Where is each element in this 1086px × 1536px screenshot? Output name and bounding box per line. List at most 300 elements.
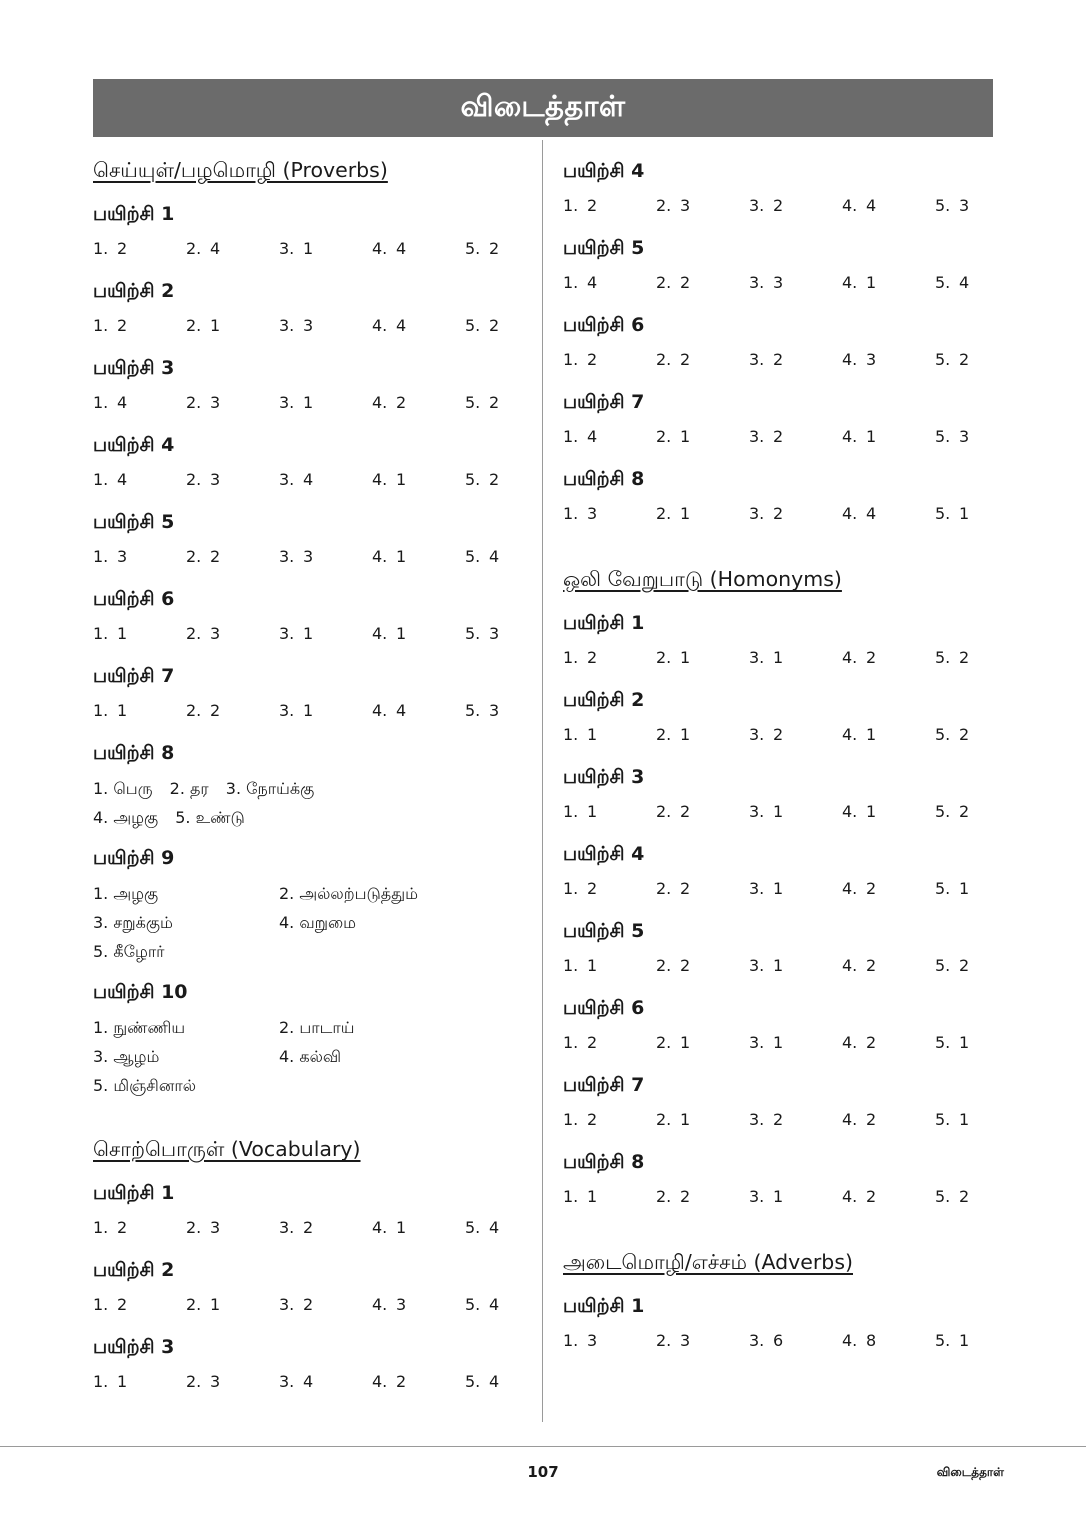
answer-value: 2: [587, 195, 598, 215]
answer-item: [749, 1033, 842, 1052]
answer-value: 2: [680, 955, 691, 975]
question-number: 1.: [93, 623, 109, 643]
question-number: 4.: [842, 724, 858, 744]
question-number: 1.: [563, 503, 579, 523]
question-number: 3.: [279, 700, 295, 720]
question-number: 2.: [186, 315, 202, 335]
answer-item: [656, 648, 749, 667]
answer-value: 4: [587, 426, 598, 446]
exercise-block: [93, 659, 523, 727]
answer-item: [465, 1372, 499, 1391]
exercise-title: பயிற்சி 6: [563, 997, 645, 1019]
answer-item: [563, 956, 656, 975]
question-number: 4.: [842, 503, 858, 523]
answer-item: [372, 624, 465, 643]
exercise-block: [93, 841, 523, 966]
question-number: 2.: [186, 700, 202, 720]
answer-item: [563, 1331, 656, 1350]
exercise-block: [93, 274, 523, 342]
question-number: 1.: [563, 349, 579, 369]
question-number: 1.: [563, 801, 579, 821]
question-number: 4.: [842, 1109, 858, 1129]
exercise-block: [563, 837, 993, 905]
answer-item: [935, 648, 969, 667]
question-number: 4.: [372, 469, 388, 489]
exercise-title: பயிற்சி 5: [93, 511, 175, 533]
question-number: 2.: [656, 349, 672, 369]
answer-value: 2: [587, 878, 598, 898]
answer-item: 5. உண்டு: [175, 808, 245, 827]
answer-value: 3: [210, 392, 221, 412]
question-number: 1.: [93, 392, 109, 412]
section-spacer: [563, 1222, 993, 1250]
question-number: 5.: [935, 195, 951, 215]
answer-item: [656, 956, 749, 975]
answer-value: 2: [866, 1109, 877, 1129]
question-number: 4.: [842, 955, 858, 975]
answer-item: [465, 547, 499, 566]
question-number: 3.: [749, 1109, 765, 1129]
exercise-title: பயிற்சி 3: [563, 766, 645, 788]
answer-item: [656, 725, 749, 744]
question-number: 1.: [93, 1217, 109, 1237]
answer-item: [749, 802, 842, 821]
question-number: 1.: [563, 272, 579, 292]
exercise-title: பயிற்சி 2: [93, 1259, 175, 1281]
answer-value: 2: [396, 392, 407, 412]
answer-item: [935, 273, 969, 292]
answer-value: 1: [303, 700, 314, 720]
answer-item: [372, 547, 465, 566]
answer-item: [279, 547, 372, 566]
answer-value: 3: [489, 623, 500, 643]
question-number: 2.: [186, 623, 202, 643]
answer-value: 1: [396, 469, 407, 489]
answer-value: 1: [587, 801, 598, 821]
answer-value: 4: [303, 469, 314, 489]
question-number: 5.: [465, 623, 481, 643]
answer-item: [842, 725, 935, 744]
answer-item: [279, 1372, 372, 1391]
question-number: 5.: [465, 392, 481, 412]
answer-value: 2: [959, 724, 970, 744]
answer-value: 1: [303, 623, 314, 643]
question-number: 2.: [186, 238, 202, 258]
answer-item: [465, 624, 499, 643]
answer-item: [935, 802, 969, 821]
answer-row: [563, 794, 993, 828]
question-number: 4.: [842, 349, 858, 369]
answer-grid: [93, 1013, 523, 1100]
section-spacer: [93, 1109, 523, 1137]
column-divider: [542, 140, 543, 1422]
answer-value: 2: [117, 1294, 128, 1314]
answer-item: [935, 879, 969, 898]
answer-value: 3: [210, 1371, 221, 1391]
answer-value: 2: [489, 392, 500, 412]
question-number: 5.: [465, 315, 481, 335]
answer-item: [563, 1110, 656, 1129]
answer-value: 1: [866, 801, 877, 821]
answer-item: [842, 427, 935, 446]
question-number: 5.: [465, 1294, 481, 1314]
question-number: 4.: [372, 1371, 388, 1391]
question-number: 1.: [93, 1294, 109, 1314]
exercise-title: பயிற்சி 7: [93, 665, 175, 687]
answer-value: 1: [396, 623, 407, 643]
question-number: 5.: [465, 1217, 481, 1237]
answer-value: 1: [773, 1032, 784, 1052]
answer-value: 1: [866, 272, 877, 292]
answer-value: 2: [587, 349, 598, 369]
question-number: 1.: [93, 315, 109, 335]
answer-value: 2: [680, 878, 691, 898]
question-number: 2.: [186, 1371, 202, 1391]
exercise-block: [563, 991, 993, 1059]
answer-value: 4: [117, 392, 128, 412]
exercise-title: பயிற்சி 2: [93, 280, 175, 302]
question-number: 2.: [656, 955, 672, 975]
answer-item: [93, 701, 186, 720]
exercise-title: பயிற்சி 4: [93, 434, 175, 456]
answer-value: 1: [303, 238, 314, 258]
answer-item: [563, 802, 656, 821]
page-banner: [93, 79, 993, 137]
exercise-block: [563, 1068, 993, 1136]
answer-item: [656, 350, 749, 369]
answer-value: 4: [866, 195, 877, 215]
answer-item: [563, 427, 656, 446]
answer-item: [563, 725, 656, 744]
answer-item: [749, 1187, 842, 1206]
question-number: 1.: [563, 426, 579, 446]
answer-value: 1: [210, 315, 221, 335]
page-number: 107: [527, 1463, 559, 1481]
answer-row: [93, 462, 523, 496]
answer-item: [465, 316, 499, 335]
question-number: 5.: [465, 546, 481, 566]
answer-value: 4: [866, 503, 877, 523]
answer-value: 2: [587, 1109, 598, 1129]
answer-item: [656, 273, 749, 292]
answer-value: 2: [773, 426, 784, 446]
answer-value: 2: [117, 1217, 128, 1237]
exercise-block: [563, 606, 993, 674]
question-number: 3.: [279, 1294, 295, 1314]
exercise-block: [93, 736, 523, 832]
answer-value: 2: [959, 955, 970, 975]
answer-value: 3: [210, 623, 221, 643]
answer-item: [372, 1372, 465, 1391]
answer-value: 1: [773, 647, 784, 667]
answer-value: 2: [866, 647, 877, 667]
question-number: 2.: [656, 426, 672, 446]
answer-item: 2. பாடாய்: [279, 1018, 355, 1037]
answer-value: 2: [959, 801, 970, 821]
answer-value: 3: [773, 272, 784, 292]
answer-value: 4: [959, 272, 970, 292]
question-number: 3.: [279, 469, 295, 489]
answer-item: [465, 1218, 499, 1237]
exercise-title: பயிற்சி 3: [93, 1336, 175, 1358]
answer-item: [372, 393, 465, 412]
answer-item: [656, 802, 749, 821]
answer-item: [372, 470, 465, 489]
left-column: [93, 158, 523, 1407]
exercise-title: பயிற்சி 7: [563, 391, 645, 413]
answer-row: [93, 231, 523, 265]
answer-item: [842, 1110, 935, 1129]
answer-item: [842, 350, 935, 369]
answer-item: [656, 1110, 749, 1129]
exercise-block: [93, 197, 523, 265]
answer-item: [842, 956, 935, 975]
answer-value: 3: [587, 503, 598, 523]
question-number: 2.: [656, 1032, 672, 1052]
exercise-block: [93, 1176, 523, 1244]
question-number: 1.: [563, 195, 579, 215]
exercise-block: [93, 351, 523, 419]
answer-item: [93, 1218, 186, 1237]
question-number: 3.: [749, 272, 765, 292]
answer-item: [656, 1187, 749, 1206]
answer-value: 1: [773, 955, 784, 975]
question-number: 3.: [749, 503, 765, 523]
question-number: 2.: [186, 1217, 202, 1237]
answer-value: 4: [396, 238, 407, 258]
answer-value: 3: [680, 1330, 691, 1350]
answer-item: [656, 1331, 749, 1350]
answer-value: 1: [303, 392, 314, 412]
banner-title: விடைத்தாள்: [460, 89, 626, 123]
question-number: 3.: [749, 647, 765, 667]
question-number: 5.: [935, 1109, 951, 1129]
answer-value: 4: [117, 469, 128, 489]
answer-value: 1: [680, 426, 691, 446]
section-title-proverbs: செய்யுள்/பழமொழி (Proverbs): [93, 158, 388, 182]
exercise-title: பயிற்சி 4: [563, 160, 645, 182]
answer-value: 8: [866, 1330, 877, 1350]
answer-value: 2: [117, 315, 128, 335]
answer-row: [563, 871, 993, 905]
question-number: 2.: [656, 878, 672, 898]
question-number: 5.: [465, 238, 481, 258]
answer-value: 4: [489, 546, 500, 566]
exercise-title: பயிற்சி 8: [563, 468, 645, 490]
answer-value: 1: [773, 801, 784, 821]
answer-value: 4: [489, 1294, 500, 1314]
running-footer-title: விடைத்தாள்: [936, 1465, 1004, 1479]
answer-value: 1: [959, 878, 970, 898]
question-number: 3.: [279, 238, 295, 258]
answer-value: 4: [587, 272, 598, 292]
question-number: 3.: [279, 315, 295, 335]
question-number: 5.: [935, 1186, 951, 1206]
question-number: 1.: [93, 700, 109, 720]
section-title-adverbs: அடைமொழி/எச்சம் (Adverbs): [563, 1250, 853, 1274]
answer-item: [842, 504, 935, 523]
answer-value: 1: [210, 1294, 221, 1314]
answer-item: 3. ஆழம்: [93, 1047, 160, 1066]
answer-value: 2: [773, 1109, 784, 1129]
exercise-title: பயிற்சி 1: [563, 612, 645, 634]
answer-item: [372, 1218, 465, 1237]
answer-item: 5. மிஞ்சினால்: [93, 1076, 196, 1095]
question-number: 3.: [279, 392, 295, 412]
answer-item: [935, 1110, 969, 1129]
answer-item: [279, 701, 372, 720]
answer-row: [563, 419, 993, 453]
exercise-block: [563, 462, 993, 530]
answer-value: 1: [866, 724, 877, 744]
answer-value: 1: [117, 623, 128, 643]
answer-item: [279, 1295, 372, 1314]
question-number: 5.: [465, 1371, 481, 1391]
question-number: 4.: [372, 623, 388, 643]
exercise-title: பயிற்சி 9: [93, 847, 175, 869]
question-number: 1.: [563, 1330, 579, 1350]
answer-item: [842, 802, 935, 821]
question-number: 5.: [935, 878, 951, 898]
question-number: 2.: [186, 1294, 202, 1314]
answer-line: [93, 803, 523, 832]
answer-value: 4: [396, 700, 407, 720]
exercise-title: பயிற்சி 2: [563, 689, 645, 711]
question-number: 5.: [935, 426, 951, 446]
answer-value: 2: [489, 238, 500, 258]
vocabulary-continued-exercises: [563, 154, 993, 530]
question-number: 5.: [465, 700, 481, 720]
answer-value: 2: [303, 1294, 314, 1314]
answer-value: 2: [959, 1186, 970, 1206]
section-title-homonyms: ஒலி வேறுபாடு (Homonyms): [563, 567, 842, 591]
answer-value: 1: [866, 426, 877, 446]
answer-item: 1. நுண்ணிய: [93, 1018, 186, 1037]
answer-item: [372, 316, 465, 335]
exercise-title: பயிற்சி 8: [563, 1151, 645, 1173]
answer-value: 1: [587, 724, 598, 744]
answer-item: [279, 316, 372, 335]
question-number: 3.: [749, 1032, 765, 1052]
answer-value: 1: [680, 1032, 691, 1052]
answer-item: [186, 470, 279, 489]
answer-item: 3. நோய்க்கு: [225, 779, 315, 798]
answer-item: [93, 1372, 186, 1391]
question-number: 1.: [93, 469, 109, 489]
question-number: 1.: [93, 238, 109, 258]
answer-row: [563, 1102, 993, 1136]
answer-item: [563, 1033, 656, 1052]
answer-value: 2: [866, 878, 877, 898]
section-title-vocabulary: சொற்பொருள் (Vocabulary): [93, 1137, 361, 1161]
question-number: 4.: [842, 1032, 858, 1052]
answer-value: 2: [959, 349, 970, 369]
question-number: 5.: [935, 647, 951, 667]
exercise-title: பயிற்சி 10: [93, 981, 188, 1003]
answer-item: 1. அழகு: [93, 884, 159, 903]
question-number: 5.: [935, 272, 951, 292]
answer-row: [563, 1025, 993, 1059]
answer-row: [93, 539, 523, 573]
answer-item: [186, 1218, 279, 1237]
answer-item: [842, 1331, 935, 1350]
exercise-block: [563, 1289, 993, 1357]
answer-value: 3: [396, 1294, 407, 1314]
answer-row: [93, 385, 523, 419]
question-number: 3.: [749, 1186, 765, 1206]
answer-item: [749, 648, 842, 667]
question-number: 5.: [935, 1032, 951, 1052]
answer-item: [842, 648, 935, 667]
question-number: 2.: [656, 195, 672, 215]
answer-row: [563, 496, 993, 530]
answer-item: [749, 725, 842, 744]
question-number: 5.: [935, 503, 951, 523]
answer-value: 1: [773, 878, 784, 898]
question-number: 4.: [372, 238, 388, 258]
answer-item: [749, 504, 842, 523]
answer-item: [563, 273, 656, 292]
answer-item: [372, 1295, 465, 1314]
exercise-block: [93, 975, 523, 1100]
question-number: 1.: [563, 955, 579, 975]
answer-item: [749, 879, 842, 898]
answer-value: 2: [680, 801, 691, 821]
answer-item: [186, 1295, 279, 1314]
answer-item: [186, 1372, 279, 1391]
answer-item: [93, 393, 186, 412]
answer-value: 3: [959, 195, 970, 215]
answer-item: [842, 1033, 935, 1052]
answer-value: 2: [210, 700, 221, 720]
answer-value: 1: [587, 1186, 598, 1206]
answer-item: [465, 701, 499, 720]
answer-value: 3: [303, 315, 314, 335]
answer-item: [279, 470, 372, 489]
answer-value: 2: [303, 1217, 314, 1237]
answer-item: [842, 1187, 935, 1206]
answer-item: 3. சறுக்கும்: [93, 913, 173, 932]
answer-value: 1: [680, 503, 691, 523]
question-number: 4.: [372, 392, 388, 412]
question-number: 5.: [465, 469, 481, 489]
question-number: 2.: [656, 272, 672, 292]
answer-item: [186, 393, 279, 412]
question-number: 1.: [563, 724, 579, 744]
question-number: 2.: [656, 1186, 672, 1206]
answer-row: [563, 1179, 993, 1213]
answer-item: [563, 648, 656, 667]
question-number: 3.: [279, 623, 295, 643]
answer-item: 2. தர: [169, 779, 209, 798]
answer-value: 2: [773, 349, 784, 369]
answer-item: [279, 393, 372, 412]
answer-item: [186, 547, 279, 566]
question-number: 4.: [842, 878, 858, 898]
answer-row: [563, 948, 993, 982]
question-number: 4.: [842, 426, 858, 446]
answer-item: [465, 1295, 499, 1314]
answer-item: [749, 427, 842, 446]
answer-value: 3: [303, 546, 314, 566]
question-number: 2.: [186, 392, 202, 412]
question-number: 4.: [842, 647, 858, 667]
exercise-block: [563, 683, 993, 751]
question-number: 2.: [186, 469, 202, 489]
right-column: [563, 154, 993, 1366]
answer-value: 2: [680, 272, 691, 292]
exercise-title: பயிற்சி 7: [563, 1074, 645, 1096]
